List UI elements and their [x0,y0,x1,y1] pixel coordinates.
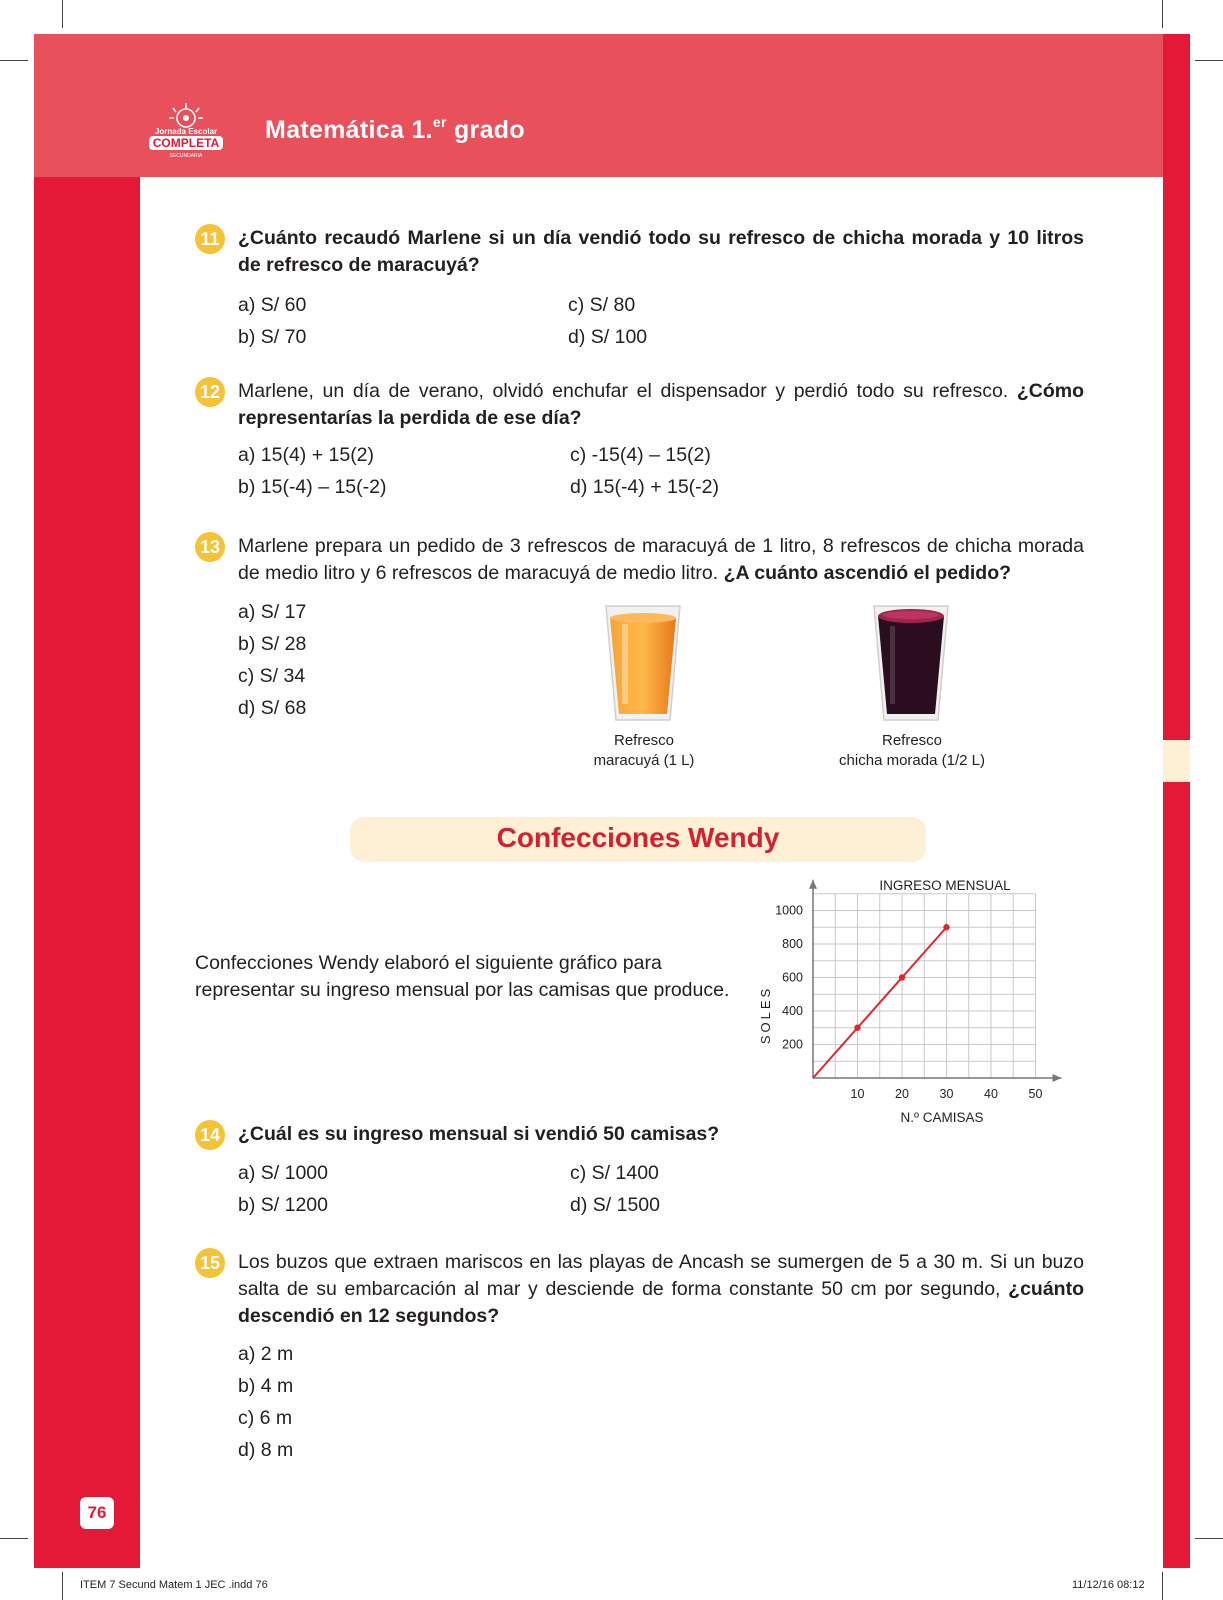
logo-top-text: Jornada Escolar [154,127,218,136]
crop-mark [0,1538,28,1539]
chart-x-tick-label: 10 [850,1087,865,1101]
q12-option-a: a) 15(4) + 15(2) [238,444,375,466]
q15-option-a: a) 2 m [238,1343,294,1365]
chart-data-point [943,924,949,930]
chart-x-label: N.º CAMISAS [900,1110,984,1125]
q11-option-b: b) S/ 70 [238,326,307,348]
q12-option-c: c) -15(4) – 15(2) [570,444,711,466]
chicha-caption [820,731,1004,771]
chart-y-tick-label: 400 [782,1004,803,1018]
chart-x-tick-label: 40 [984,1087,998,1101]
logo-main-text: COMPLETA [152,136,220,150]
q15-option-d: d) 8 m [238,1439,294,1461]
section-intro: Confecciones Wendy elaboró el siguiente gráfico para representar su ingreso mensual por las camisas que produce. [195,952,730,1001]
q15-question: ¿cuánto descendió en 12 segundos? [238,1278,1084,1327]
q12-question: ¿Cómo representarías la perdida de ese día? [238,380,1084,429]
q11-option-a: a) S/ 60 [238,294,307,316]
title-main: Matemática 1. [265,116,433,144]
question-number: 15 [195,1248,225,1278]
income-chart [755,870,1085,1130]
question-number: 11 [195,224,225,254]
question-number: 12 [195,377,225,407]
crop-mark [62,0,63,28]
q12-statement: Marlene, un día de verano, olvidó enchufar el dispensador y perdió todo su refresco. [238,380,1017,402]
chart-x-tick-label: 50 [1028,1087,1043,1101]
maracuya-juice-glass-image [600,602,686,726]
question-number: 13 [195,532,225,562]
logo-sub-text: SECUNDARIA [169,153,203,158]
chart-title: INGRESO MENSUAL [879,878,1011,893]
q15-option-c: c) 6 m [238,1407,293,1429]
caption-line: Refresco [881,732,943,749]
q14-option-b: b) S/ 1200 [238,1194,328,1216]
chart-data-point [854,1025,860,1031]
question-13-text [238,533,1084,587]
crop-mark [62,1572,63,1600]
caption-line: Refresco [613,732,675,749]
chicha-morada-glass-image [868,602,954,726]
q15-option-b: b) 4 m [238,1375,294,1397]
q14-option-a: a) S/ 1000 [238,1162,328,1184]
question-12-text [238,378,1084,432]
q13-option-d: d) S/ 68 [238,697,307,719]
title-superscript: er [432,114,447,130]
q12-option-d: d) 15(-4) + 15(-2) [570,476,720,498]
left-margin-band [34,177,140,1568]
right-margin-tab [1163,740,1190,782]
question-number: 14 [195,1120,225,1150]
chart-y-label: SOLES [758,985,773,1045]
question-14-text: ¿Cuál es su ingreso mensual si vendió 50 camisas? [238,1123,720,1145]
q12-option-b: b) 15(-4) – 15(-2) [238,476,387,498]
caption-line: chicha morada (1/2 L) [839,752,985,769]
q11-option-c: c) S/ 80 [568,294,636,316]
page-title [265,116,525,145]
q13-option-c: c) S/ 34 [238,665,306,687]
q14-option-d: d) S/ 1500 [570,1194,660,1216]
crop-mark [1162,1572,1163,1600]
caption-line: maracuyá (1 L) [593,752,695,769]
chart-y-tick-label: 800 [782,937,803,951]
q15-statement: Los buzos que extraen mariscos en las playas de Ancash se sumergen de 5 a 30 m. Si un buzo salta de su embarcación al mar y desciende de forma constante 50 cm por segundo, [238,1251,1084,1300]
crop-mark [1195,1538,1223,1539]
print-slug-right: 11/12/16 08:12 [1072,1579,1145,1591]
jornada-escolar-logo [145,100,227,158]
q14-option-c: c) S/ 1400 [570,1162,659,1184]
question-11-text: ¿Cuánto recaudó Marlene si un día vendió todo su refresco de chicha morada y 10 litros de refresco de maracuyá? [238,227,1084,276]
question-15-text [238,1249,1084,1330]
crop-mark [0,60,28,61]
right-margin-band [1163,34,1190,1568]
q13-question: ¿A cuánto ascendió el pedido? [723,562,1012,584]
section-title: Confecciones Wendy [496,822,780,853]
chart-x-tick-label: 20 [895,1087,909,1101]
chart-x-tick-label: 30 [939,1087,954,1101]
crop-mark [1162,0,1163,28]
chart-y-tick-label: 200 [782,1037,803,1052]
page-number: 76 [80,1497,114,1529]
q13-option-a: a) S/ 17 [238,601,307,623]
chart-y-tick-label: 600 [782,970,803,985]
q13-statement: Marlene prepara un pedido de 3 refrescos de maracuyá de 1 litro, 8 refrescos de chicha morada de medio litro y 6 refrescos de maracuyá de medio litro. [238,535,1084,584]
title-suffix: grado [446,116,525,144]
chart-x-arrow [1053,1074,1062,1082]
print-slug-left: ITEM 7 Secund Matem 1 JEC .indd 76 [80,1579,268,1591]
chart-y-tick-label: 1000 [775,903,803,918]
chart-data-point [899,974,905,980]
chart-y-arrow [809,880,817,889]
crop-mark [1195,60,1223,61]
q13-option-b: b) S/ 28 [238,633,307,655]
q11-option-d: d) S/ 100 [568,326,648,348]
maracuya-caption [570,731,718,771]
